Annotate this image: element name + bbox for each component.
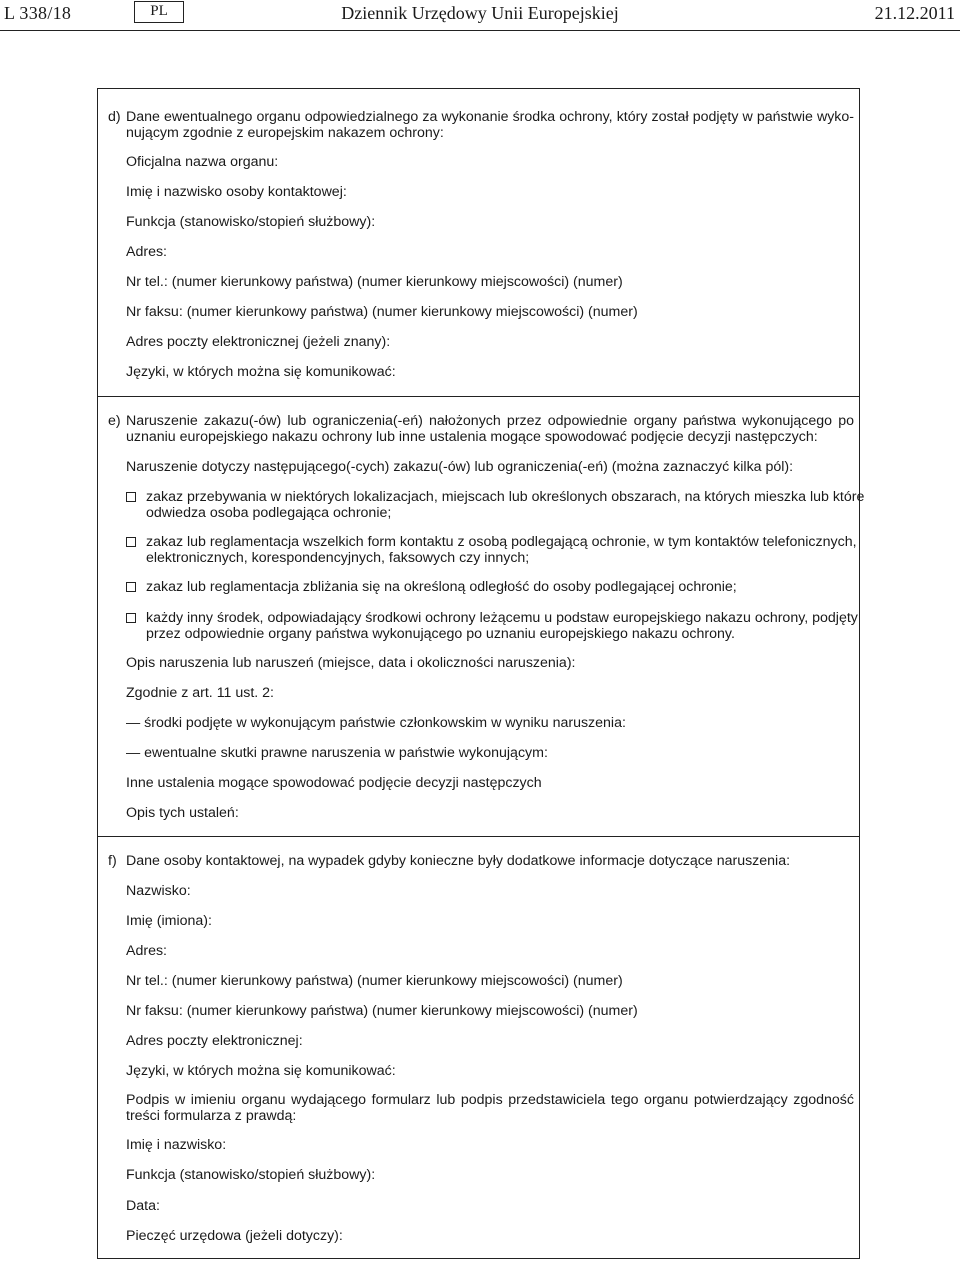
section-title: Naruszenie zakazu(-ów) lub ograniczenia(-eń) nałożonych przez odpowiednie organy państwa wykonującego po: [126, 413, 854, 429]
section-marker: e): [108, 413, 121, 429]
field-label: Adres:: [126, 244, 168, 260]
section-f: [97, 836, 860, 1259]
option-label: elektronicznych, korespondencyjnych, faksowych czy innych;: [146, 550, 530, 566]
language-badge: PL: [134, 1, 184, 23]
option-label: przez odpowiednie organy państwa wykonującego po uznaniu europejskiego nakazu ochrony.: [146, 626, 735, 642]
field-label: Inne ustalenia mogące spowodować podjęcie decyzji następczych: [126, 775, 542, 791]
option-label: odwiedza osoba podlegająca ochronie;: [146, 505, 392, 521]
header-rule: [0, 30, 960, 31]
section-title: Dane osoby kontaktowej, na wypadek gdyby konieczne były dodatkowe informacje dotyczące naruszenia:: [126, 853, 791, 869]
field-label: Funkcja (stanowisko/stopień służbowy):: [126, 214, 376, 230]
field-label: Imię i nazwisko:: [126, 1137, 227, 1153]
field-label: Funkcja (stanowisko/stopień służbowy):: [126, 1167, 376, 1183]
field-label: Opis naruszenia lub naruszeń (miejsce, data i okoliczności naruszenia):: [126, 655, 576, 671]
signature-note: Podpis w imieniu organu wydającego formularz lub podpis przedstawiciela tego organu potwierdzający zgodność: [126, 1092, 854, 1108]
field-label: Adres poczty elektronicznej:: [126, 1033, 303, 1049]
section-marker: d): [108, 109, 121, 125]
field-label: Data:: [126, 1198, 160, 1214]
field-label: Języki, w których można się komunikować:: [126, 364, 396, 380]
field-label: Nazwisko:: [126, 883, 191, 899]
options-intro: Naruszenie dotyczy następującego(-cych) zakazu(-ów) lub ograniczenia(-eń) (można zaznaczyć kilka pól):: [126, 459, 794, 475]
section-e: [97, 396, 865, 837]
field-label: Zgodnie z art. 11 ust. 2:: [126, 685, 274, 701]
field-label: — ewentualne skutki prawne naruszenia w państwie wykonującym:: [126, 745, 548, 761]
option-checkbox[interactable]: [126, 582, 136, 592]
section-title: Dane ewentualnego organu odpowiedzialnego za wykonanie środka ochrony, który został podjęty w państwie wyko-: [126, 109, 854, 125]
option-label: zakaz przebywania w niektórych lokalizacjach, miejscach lub określonych obszarach, na których mieszka lub które: [146, 489, 865, 505]
field-label: — środki podjęte w wykonującym państwie członkowskim w wyniku naruszenia:: [126, 715, 626, 731]
publication-date: 21.12.2011: [874, 3, 955, 23]
section-d: [97, 88, 860, 397]
section-marker: f): [108, 853, 117, 869]
option-checkbox[interactable]: [126, 613, 136, 623]
field-label: Języki, w których można się komunikować:: [126, 1063, 396, 1079]
section-title: nującym zgodnie z europejskim nakazem ochrony:: [126, 125, 444, 141]
option-label: każdy inny środek, odpowiadający środkowi ochrony leżącemu u podstaw europejskiego nakazu ochrony, podjęty: [146, 610, 858, 626]
journal-title: Dziennik Urzędowy Unii Europejskiej: [341, 3, 619, 23]
field-label: Adres:: [126, 943, 168, 959]
option-checkbox[interactable]: [126, 537, 136, 547]
section-title: uznaniu europejskiego nakazu ochrony lub inne ustalenia mogące spowodować podjęcie decyzji następczych:: [126, 429, 818, 445]
field-label: Imię i nazwisko osoby kontaktowej:: [126, 184, 347, 200]
field-label: Nr faksu: (numer kierunkowy państwa) (numer kierunkowy miejscowości) (numer): [126, 1003, 638, 1019]
field-label: Pieczęć urzędowa (jeżeli dotyczy):: [126, 1228, 343, 1244]
page-number: L 338/18: [4, 3, 72, 23]
signature-note: treści formularza z prawdą:: [126, 1108, 297, 1124]
option-label: zakaz lub reglamentacja zbliżania się na określoną odległość do osoby podlegającej ochronie;: [146, 579, 737, 595]
field-label: Nr tel.: (numer kierunkowy państwa) (numer kierunkowy miejscowości) (numer): [126, 973, 623, 989]
option-label: zakaz lub reglamentacja wszelkich form kontaktu z osobą podlegającą ochronie, w tym kontaktów telefonicznych,: [146, 534, 857, 550]
field-label: Imię (imiona):: [126, 913, 212, 929]
field-label: Opis tych ustaleń:: [126, 805, 239, 821]
option-checkbox[interactable]: [126, 492, 136, 502]
field-label: Nr tel.: (numer kierunkowy państwa) (numer kierunkowy miejscowości) (numer): [126, 274, 623, 290]
field-label: Oficjalna nazwa organu:: [126, 154, 279, 170]
field-label: Adres poczty elektronicznej (jeżeli znany):: [126, 334, 391, 350]
page-header: [0, 0, 960, 32]
field-label: Nr faksu: (numer kierunkowy państwa) (numer kierunkowy miejscowości) (numer): [126, 304, 638, 320]
